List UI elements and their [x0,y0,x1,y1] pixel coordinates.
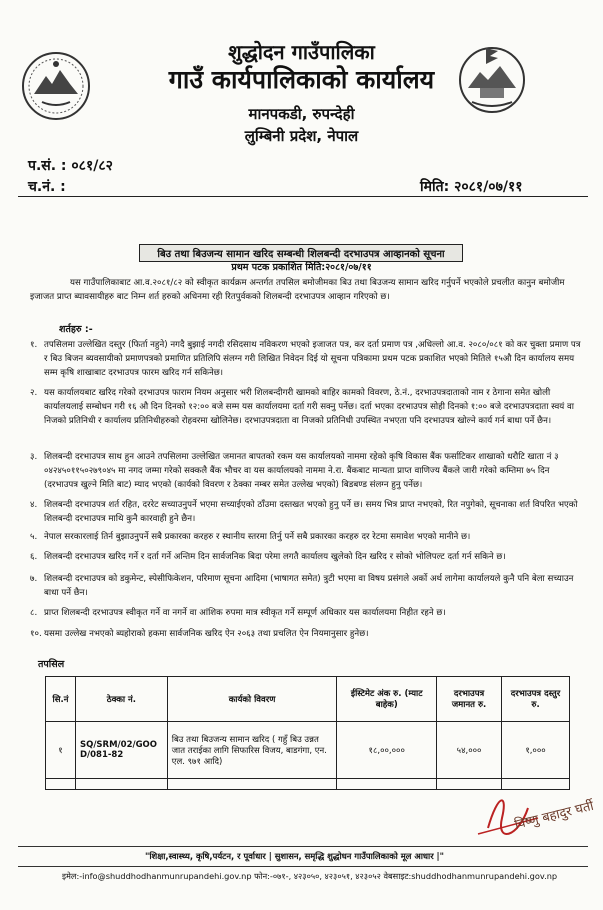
svg-text:विष्णु बहादुर घर्ती: विष्णु बहादुर घर्ती [513,798,596,833]
schedule-label: तपसिल [38,659,65,670]
term-text: प्राप्त शिलबन्दी दरभाउपत्र स्वीकृत गर्ने वा नगर्ने वा आंशिक रुपमा मात्र स्वीकृत गर्ने सम्पूर्ण अधिकार यस कार्यालयमा निहीत रहने छ। [44,608,446,618]
term-item [30,530,586,544]
footer-motto: "शिक्षा,स्वास्थ्य, कृषि,पर्यटन, र पूर्वाधार | सुशासन, समृद्धि शुद्धोधन गाउँपालिकाको मूल आधार |" [145,851,444,861]
column-header: ईस्टिमेट अंक रु. (म्याट बाहेक) [337,677,437,722]
term-item [30,498,586,526]
column-header: कार्यको विवरण [167,677,337,722]
term-item [30,550,586,564]
term-text: शिलबन्दी दरभाउपत्र साथ हुन आउने तपसिलमा उल्लेखित जमानत बापतको रकम यस कार्यालयको नाममा रहेको कृषि विकास बैंक फर्साटिकर शाखाको धरौटि खाता नं ३ ०४२४५०११५०२७९०४५ मा नगद जम्मा गरेको सक्कलै बैंक भौचर वा यस कार्यालयको नाममा ने.रा. बैंकबाट मान्यता प्राप्त वाणिज्य बैंकले जारी गरेको कम्तिमा ७५ दिन (दरभाउपत्र खुल्ने मिति बाट) म्याद भएको (कार्यको विवरण र ठेक्का नम्बर समेत उल्लेख भएको) बिडबण्ड संलग्न हुनु पर्नेछ। [44,452,559,490]
table-row [46,722,570,779]
term-text: यसमा उल्लेख नभएको ब्यहोराको हकमा सार्वजनिक खरिद ऐन २०६३ तथा प्रचलित ऐन नियमानुसार हुनेछ। [44,629,369,639]
fee-cell: १,००० [502,722,570,779]
municipality-name: शुद्धोदन गाउँपालिका [228,40,375,64]
contract-number-cell: SQ/SRM/02/GOOD/081-82 [75,722,167,779]
table-header-row [46,677,570,722]
notice-intro: यस गाउँपालिकाबाट आ.व.२०८१/८२ को स्वीकृत कार्यक्रम अन्तर्गत तपसिल बमोजीमका बिउ तथा बिउजन्य सामान खरिद गर्नुपर्ने भएकोले प्रचलीत कानुन बमोजीम इजाजत प्राप्त ब्यावसायीहरु बाट निम्न शर्त हरुको अधिनमा रही रितपुर्वकको शिलबन्दी दरभाउपत्र आव्हान गरिएको छ। [30,278,565,302]
term-text: यस कार्यालयबाट खरिद गरेको दरभाउपत्र फाराम नियम अनुसार भरी शिलबन्दीगरी खामको बाहिर कामको विवरण, ठे.नं., दरभाउपत्रदाताको नाम र ठेगाना समेत खोली कार्यालयलाई सम्बोधन गरी १६ औ दिन दिनको १२:०० बजे सम्म यस कार्यालयमा दर्ता गरी सक्नु पर्नेछ। दर्ता भएका दरभाउपत्र सोही दिनको १:०० बजे दरभाउपत्रदाता स्वयं वा निजको प्रतिनिधी र कार्यालय प्रतिनिधीहरुको रोहवरमा खोलिनेछ। दरभाउपत्रदाता वा निजको प्रतिनिधी उपस्थित नभएता पनि दरभाउपत्र खोल्ने कार्य गर्न बाधा पर्ने छैन। [44,388,575,426]
notice-title: बिउ तथा बिउजन्य सामान खरिद सम्बन्धी शिलबन्दी दरभाउपत्र आव्हानको सूचना [139,244,463,262]
term-text: शिलबन्दी दरभाउपत्र खरिद गर्ने र दर्ता गर्ने अन्तिम दिन सार्वजनिक बिदा परेमा लगतै कार्यालय खुलेको दिन खरिद र सोको भोलिपल्ट दर्ता गर्न सकिने छ। [44,552,506,562]
dispatch-number: च.नं. : [28,179,66,195]
schedule-table [45,676,570,790]
term-text: शिलबन्दी दरभाउपत्र को डकुमेन्ट, स्पेसीफिकेशन, परिमाण सूचना आदिमा (भाषागत समेत) त्रुटी भएमा वा विषय प्रसंगले अर्को अर्थ लागेमा कार्यालयले कुनै पनि बेला सच्याउन बाधा पर्ने छैन। [44,574,574,598]
office-title: गाउँ कार्यपालिकाको कार्यालय [168,65,435,94]
footer-divider [18,866,588,867]
term-number: ८. [30,608,38,618]
term-item [30,572,586,600]
security-cell: ५४,००० [437,722,502,779]
term-text: शिलबन्दी दरभाउपत्र शर्त रहित, दररेट सच्याउनुपर्ने भएमा सच्याईएको ठाँउमा दस्तखत भएको हुनु पर्ने छ। समय भित्र प्राप्त नभएको, रित नपुगेको, सूचनाका शर्त विपरित भएको शिलबन्दी दरभाउपत्र माथि कुनै कारवाही हुने छैन। [44,500,578,524]
column-header: सि.नं [46,677,76,722]
term-number: १. [30,340,38,350]
work-description-cell: बिउ तथा बिउजन्य सामान खरिद ( गहुँ बिउ उन्नत जात तराईका लागि सिफारिस विजय, बाडगंगा, एन. एल. ९७१ आदि) [167,722,337,779]
term-item [30,450,586,492]
term-number: ७. [30,574,38,584]
term-text: तपसिलमा उल्लेखित दस्तुर (फिर्ता नहुने) नगदै बुझाई नगदी रसिदसाथ नविकरण भएको इजाजत पत्र, कर दर्ता प्रमाण पत्र ,अधिल्लो आ.व. २०८०/०८१ को कर चुक्ता प्रमाण पत्र र बिउ बिजन ब्यवसायीको प्रमाणपत्रको प्रमाणित प्रतिलिपि संलग्न गरी लिखित निवेदन दिई यो सूचना पत्रिकामा प्रथम पटक प्रकाशित भएको मितिले १५औ दिन कार्यालय समय सम्म कृषि शाखाबाट दरभाउपत्र फारम खरिद गर्न सकिनेछ। [44,340,581,378]
letter-number: प.सं. : ०८१/८२ [28,158,113,174]
term-item [30,386,586,428]
letter-date: मिति: २०८१/०७/११ [420,179,523,195]
column-header: दरभाउपत्र जमानत रु. [437,677,502,722]
term-number: ६. [30,552,38,562]
province-name: लुम्बिनी प्रदेश, नेपाल [244,127,359,145]
term-text: नेपाल सरकारलाई तिर्न बुझाउनुपर्ने सबै प्रकारका करहरु र स्थानीय स्तरमा तिर्नु पर्ने सबै प्रकारका करहरु दर रेटमा समावेश भएको मानीने छ। [44,532,471,542]
term-number: ५. [30,532,38,542]
term-item [30,627,586,641]
office-address: मानपकडी, रुपन्देही [248,105,355,123]
column-header: दरभाउपत्र दस्तुर रु. [502,677,570,722]
estimate-cell: १८,००,००० [337,722,437,779]
term-item [30,338,586,380]
signature-stamp [468,788,598,848]
terms-heading: शर्तहरु :- [59,324,93,335]
term-item [30,606,586,620]
footer-divider [18,846,588,847]
notice-subtitle: प्रथम पटक प्रकाशित मिति:२०८१/०७/११ [231,262,372,273]
term-number: १०. [30,629,42,639]
header-divider [18,196,588,197]
column-header: ठेक्का नं. [75,677,167,722]
term-number: २. [30,388,38,398]
term-number: ४. [30,500,38,510]
term-number: ३. [30,452,38,462]
serial-cell: १ [46,722,76,779]
footer-contact: इमेल:-info@shuddhodhanmunrupandehi.gov.np फोन:-०७१-, ४२३०५०, ४२३०५१, ४२३०५२ वेबसाइट:shuddhodhanmunrupandehi.gov.np [62,871,558,881]
